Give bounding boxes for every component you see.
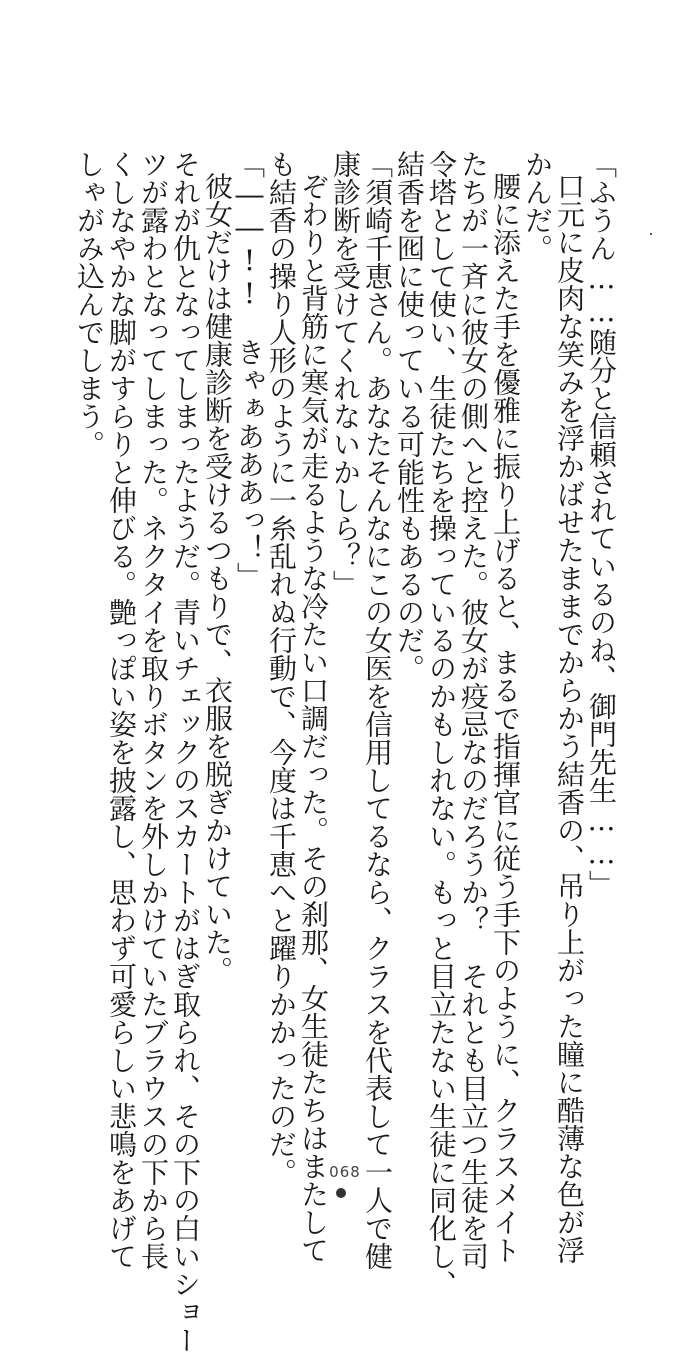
text-column-2: 口元に皮肉な笑みを浮かばせたままでからかう結香の、吊り上がった瞳に酷薄な色が浮 <box>553 172 586 1264</box>
text-column-16: くしなやかな脚がすらりと伸びる。艶っぽい姿を披露し、思わず可愛らしい悲鳴をあげて <box>105 150 138 1270</box>
text-column-1: 「ふうん……随分と信頼されているのね、御門先生……」 <box>585 150 618 898</box>
page-marker-dot <box>336 1188 346 1198</box>
text-column-5: たちが一斉に彼女の側へと控えた。彼女が疫忌なのだろうか？ それとも目立つ生徒を司 <box>457 150 490 1270</box>
text-column-6: 令塔として使い、生徒たちを操っているのかもしれない。もっと目立たない生徒に同化し、 <box>425 150 458 1298</box>
text-column-12: 「――!! きゃぁあああっ！」 <box>233 150 266 590</box>
text-column-13: 彼女だけは健康診断を受けるつもりで、衣服を脱ぎかけていた。 <box>201 172 234 984</box>
text-column-9: 康診断を受けてくれないかしら？」 <box>329 150 362 598</box>
text-column-8: 「須崎千恵さん。あなたそんなにこの女医を信用してるなら、クラスを代表して一人で健 <box>361 150 394 1270</box>
text-column-7: 結香を囮に使っている可能性もあるのだ。 <box>393 150 426 682</box>
text-column-3: かんだ。 <box>521 150 554 262</box>
page-number: 068 <box>329 1163 361 1181</box>
text-column-11: も結香の操り人形のように一糸乱れぬ行動で、今度は千恵へと躍りかかったのだ。 <box>265 150 298 1186</box>
text-column-14: それが仇となってしまったようだ。青いチェックのスカートがはぎ取られ、その下の白いショー <box>169 150 202 1354</box>
text-column-4: 腰に添えた手を優雅に振り上げると、まるで指揮官に従う手下のように、クラスメイト <box>489 172 522 1264</box>
text-column-15: ツが露わとなってしまった。ネクタイを取りボタンを外しかけていたブラウスの下から長 <box>137 150 170 1270</box>
text-column-10: ぞわりと背筋に寒気が走るような冷たい口調だった。その刹那、女生徒たちはまたして <box>297 172 330 1264</box>
text-column-17: しゃがみ込んでしまう。 <box>73 150 106 458</box>
